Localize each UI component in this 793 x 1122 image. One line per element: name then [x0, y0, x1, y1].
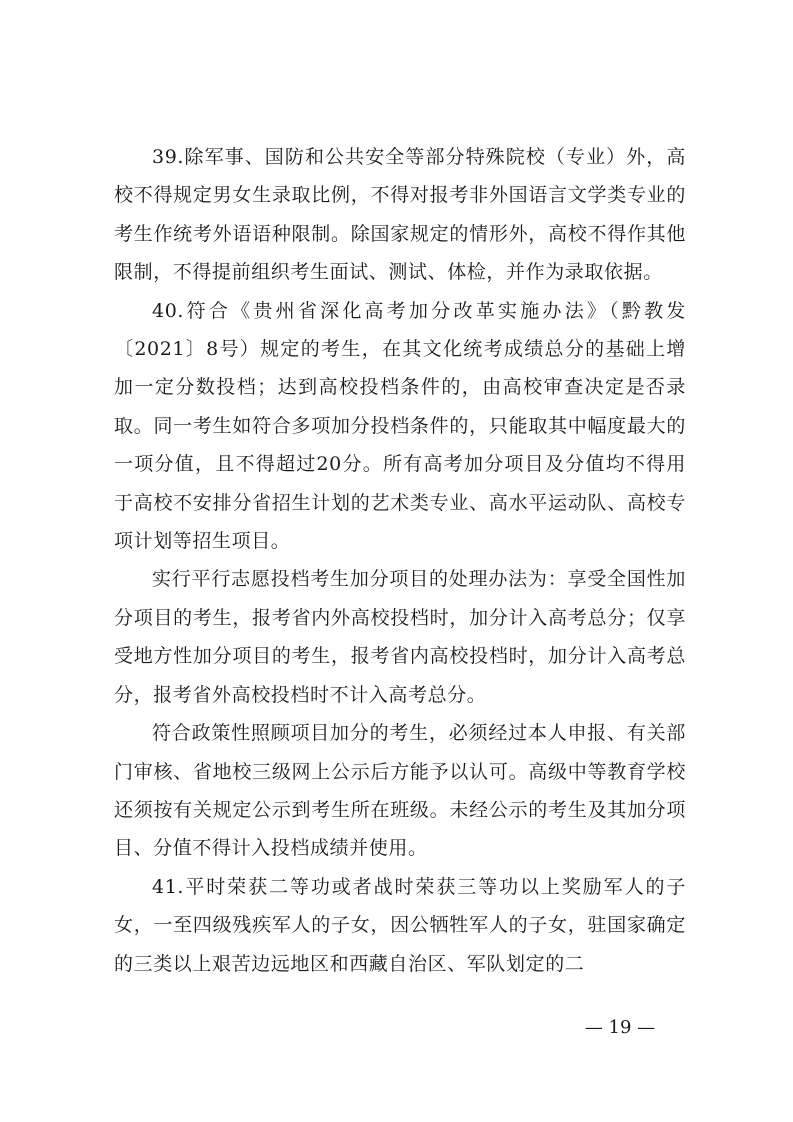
paragraph-policy-bonus: 符合政策性照顾项目加分的考生，必须经过本人申报、有关部门审核、省地校三级网上公示后方能予以认可。高级中等教育学校还须按有关规定公示到考生所在班级。未经公示的考生及其加分项目、分值不得计入投档成绩并使用。: [114, 722, 686, 860]
paragraph-40: 40.符合《贵州省深化高考加分改革实施办法》（黔教发〔2021〕8号）规定的考生，在其文化统考成绩总分的基础上增加一定分数投档；达到高校投档条件的，由高校审查决定是否录取。同一考生如符合多项加分投档条件的，只能取其中幅度最大的一项分值，且不得超过20分。所有高考加分项目及分值均不得用于高校不安排分省招生计划的艺术类专业、高水平运动队、高校专项计划等招生项目。: [114, 299, 686, 553]
paragraph-41: 41.平时荣获二等功或者战时荣获三等功以上奖励军人的子女，一至四级残疾军人的子女，因公牺牲军人的子女，驻国家确定的三类以上艰苦边远地区和西藏自治区、军队划定的二: [114, 875, 686, 975]
page-number: — 19 —: [584, 1017, 656, 1038]
paragraph-parallel-volunteer: 实行平行志愿投档考生加分项目的处理办法为：享受全国性加分项目的考生，报考省内外高校投档时，加分计入高考总分；仅享受地方性加分项目的考生，报考省内高校投档时，加分计入高考总分，报考省外高校投档时不计入高考总分。: [114, 568, 686, 706]
paragraph-39: 39.除军事、国防和公共安全等部分特殊院校（专业）外，高校不得规定男女生录取比例，不得对报考非外国语言文学类专业的考生作统考外语语种限制。除国家规定的情形外，高校不得作其他限制，不得提前组织考生面试、测试、体检，并作为录取依据。: [114, 146, 686, 284]
body-text: [114, 138, 686, 983]
